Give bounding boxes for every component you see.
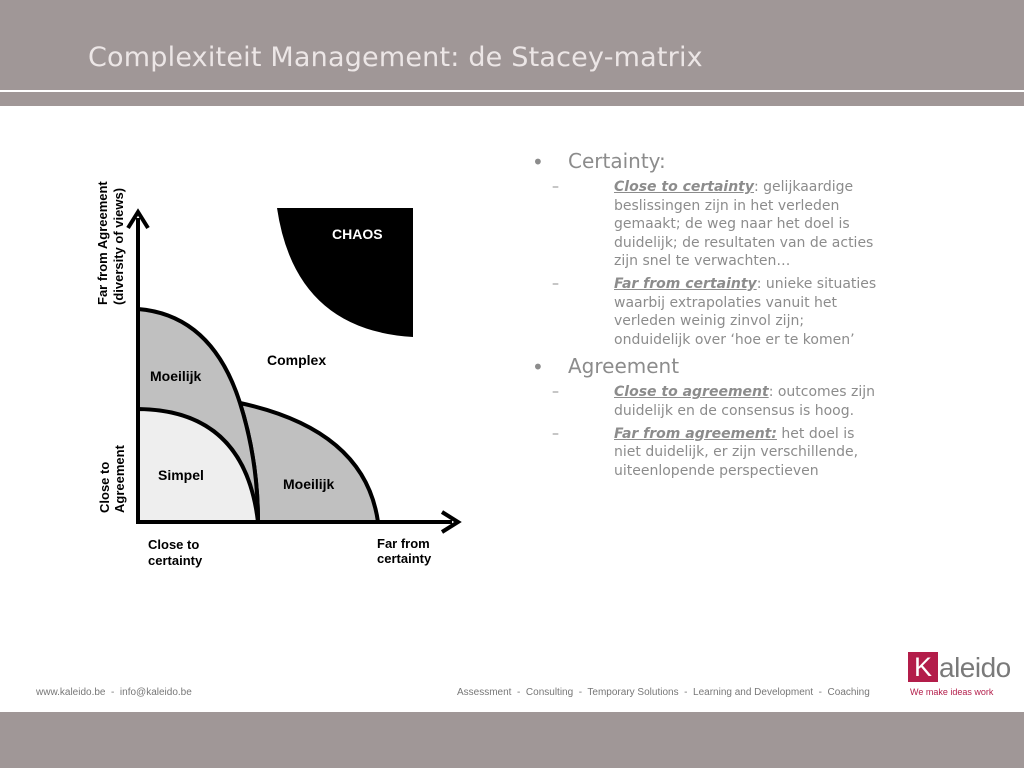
label-moeilijk-right: Moeilijk <box>283 476 335 492</box>
dash-marker: – <box>552 275 559 292</box>
slide-title: Complexiteit Management: de Stacey-matrix <box>88 42 703 73</box>
x-far-label-line1: Far from <box>377 536 430 551</box>
x-close-label-line2: certainty <box>148 553 203 568</box>
y-close-label-line1: Close to <box>97 461 112 513</box>
label-complex: Complex <box>267 352 327 368</box>
y-axis-label-line1: Far from Agreement <box>95 181 110 305</box>
sub-text: het doel is niet duidelijk, er zijn verschillende, uiteenlopende perspectieven <box>614 425 859 479</box>
sub-item-far-from-certainty <box>530 275 880 349</box>
term: Far from certainty <box>614 275 757 292</box>
logo-tagline: We make ideas work <box>910 687 994 697</box>
sub-text: gelijkaardige beslissingen zijn in het verleden gemaakt; de weg naar het doel is duidelijk; de resultaten van de acties zijn snel te verwachten… <box>614 179 874 270</box>
y-close-label-line2: Agreement <box>112 445 127 513</box>
label-moeilijk-top: Moeilijk <box>150 368 202 384</box>
kaleido-logo <box>908 652 1018 700</box>
sub-text: unieke situaties waarbij extrapolaties vanuit het verleden weinig zinvol zijn; onduidelijk over ‘hoe er te komen’ <box>614 275 877 348</box>
footer-services: Assessment - Consulting - Temporary Solutions - Learning and Development - Coaching <box>457 687 870 698</box>
region-moeilijk-right <box>240 403 378 522</box>
bullet-title: Certainty: <box>568 149 666 173</box>
dash-marker: – <box>552 179 559 195</box>
term-separator: : <box>756 275 762 292</box>
logo-wordmark: aleido <box>939 652 1011 683</box>
bullet-title: Agreement <box>568 354 680 379</box>
label-chaos: CHAOS <box>332 226 383 242</box>
term: Close to agreement <box>614 384 769 401</box>
sub-item-close-to-certainty <box>530 178 880 271</box>
footer-contact[interactable]: www.kaleido.be - info@kaleido.be <box>36 687 192 698</box>
bullet-dot: • <box>532 150 544 174</box>
stacey-matrix-diagram <box>0 0 520 600</box>
sub-text: outcomes zijn duidelijk en de consensus is hoog. <box>614 384 876 419</box>
sub-item-close-to-agreement <box>530 383 880 420</box>
term-separator: : <box>768 384 774 401</box>
x-close-label-line1: Close to <box>148 537 200 552</box>
term: Close to certainty <box>614 179 754 195</box>
bullet-dot: • <box>532 355 544 380</box>
y-axis-label-line2: (diversity of views) <box>111 187 126 305</box>
dash-marker: – <box>552 384 559 401</box>
term: Far from agreement: <box>614 425 777 442</box>
content-panel <box>530 148 880 484</box>
dash-marker: – <box>552 425 559 442</box>
sub-item-far-from-agreement <box>530 425 880 481</box>
bottom-bar <box>0 712 1024 768</box>
term-separator: : <box>754 179 759 195</box>
bullet-certainty <box>530 148 880 174</box>
bullet-agreement <box>530 353 880 379</box>
label-simpel: Simpel <box>158 467 204 483</box>
logo-initial-box: K <box>908 652 938 682</box>
x-far-label-line2: certainty <box>377 551 432 566</box>
